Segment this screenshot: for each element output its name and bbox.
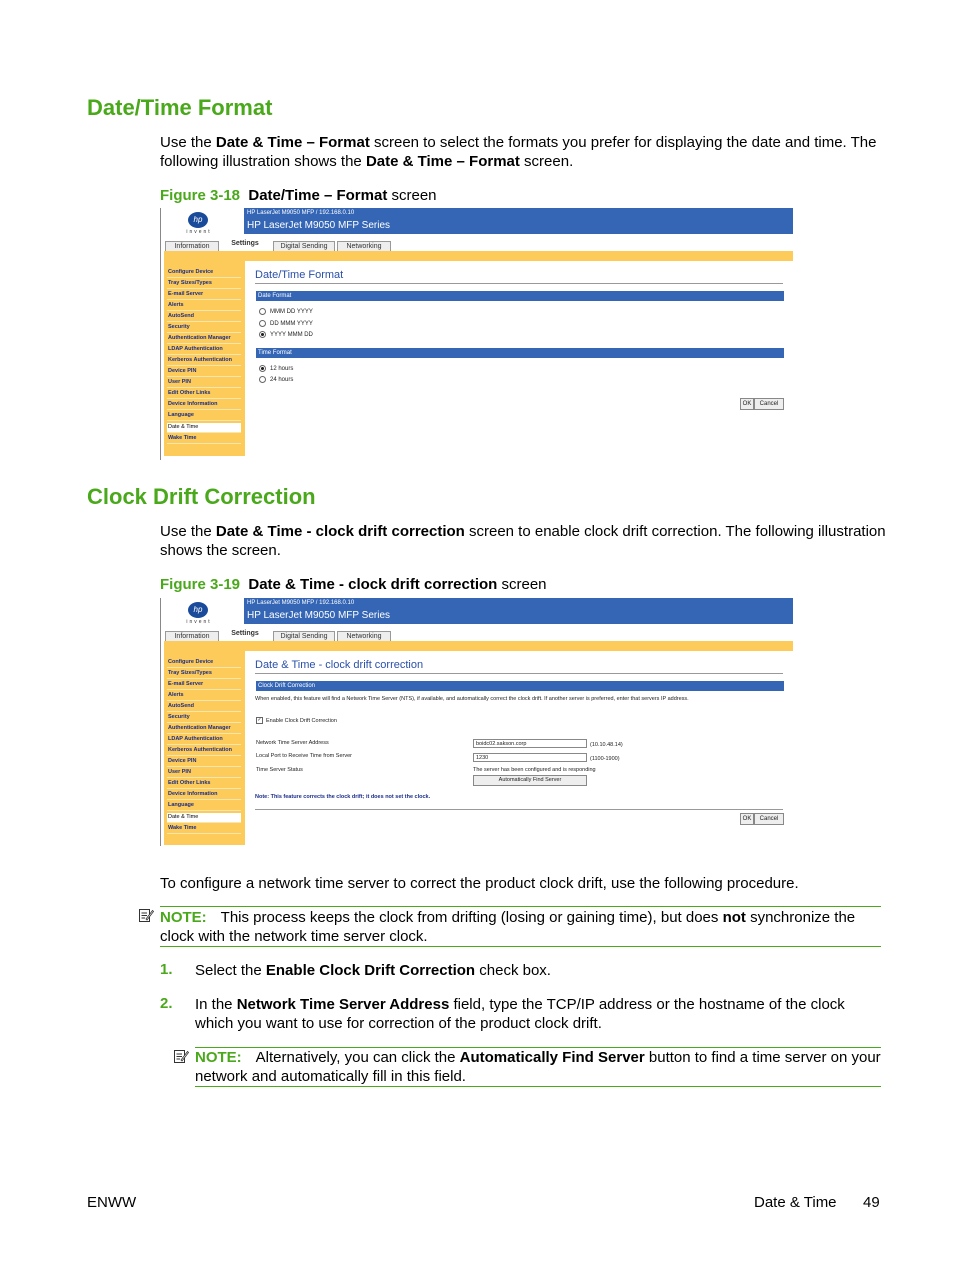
sidebar-item-ldap[interactable]: LDAP Authentication — [167, 345, 241, 355]
title-divider — [255, 673, 783, 674]
note-1: NOTE: This process keeps the clock from drifting (losing or gaining time), but does not synchronize the clock with the network time server clock. — [160, 909, 856, 945]
sidebar-item-device-information[interactable]: Device Information — [167, 790, 241, 800]
sidebar-item-alerts[interactable]: Alerts — [167, 691, 241, 701]
sidebar-item-device-pin[interactable]: Device PIN — [167, 757, 241, 767]
label-local-port: Local Port to Receive Time from Server — [256, 753, 352, 759]
time-server-status-value: The server has been configured and is responding — [473, 767, 596, 773]
yellow-bar — [164, 251, 793, 261]
footer-left: ENWW — [87, 1194, 137, 1211]
sidebar-item-device-pin[interactable]: Device PIN — [167, 367, 241, 377]
sidebar-item-user-pin[interactable]: User PIN — [167, 768, 241, 778]
sidebar-item-user-pin[interactable]: User PIN — [167, 378, 241, 388]
sidebar-item-kerberos[interactable]: Kerberos Authentication — [167, 746, 241, 756]
sidebar-item-device-information[interactable]: Device Information — [167, 400, 241, 410]
time-format-bar: Time Format — [256, 348, 784, 358]
tab-settings[interactable]: Settings — [221, 629, 269, 641]
device-header: HP LaserJet M9050 MFP / 192.168.0.10 HP LaserJet M9050 MFP Series — [244, 208, 793, 234]
sidebar-item-authentication-manager[interactable]: Authentication Manager — [167, 724, 241, 734]
page-title: Date & Time - clock drift correction — [255, 659, 424, 671]
sidebar-item-configure-device[interactable]: Configure Device — [167, 658, 241, 668]
note-icon — [173, 1048, 189, 1064]
hp-logo: hp invent — [178, 602, 220, 624]
radio-time-12[interactable]: 12 hours — [259, 365, 293, 372]
network-time-server-input[interactable]: boidc02.sakson.corp — [473, 739, 587, 748]
screenshot-clock-drift-correction — [160, 598, 794, 846]
section2-paragraph: Use the Date & Time - clock drift correction screen to enable clock drift correction. The following illustration shows the screen. — [160, 523, 886, 559]
note-rule-bottom — [195, 1086, 881, 1087]
tab-settings[interactable]: Settings — [221, 239, 269, 251]
cancel-button[interactable]: Cancel — [754, 813, 784, 825]
settings-sidebar — [164, 261, 245, 456]
sidebar-item-email-server[interactable]: E-mail Server — [167, 680, 241, 690]
tab-networking[interactable]: Networking — [337, 631, 391, 642]
sidebar-item-alerts[interactable]: Alerts — [167, 301, 241, 311]
enable-clock-drift-checkbox[interactable]: ✓ Enable Clock Drift Correction — [257, 717, 337, 724]
screenshot-date-time-format — [160, 208, 794, 458]
hp-logo: hp invent — [178, 212, 220, 234]
feature-description: When enabled, this feature will find a Network Time Server (NTS), if available, and automatically correct the clock drift. If another server is preferred, enter that servers IP address. — [255, 696, 689, 702]
sidebar-item-wake-time[interactable]: Wake Time — [167, 434, 241, 444]
sidebar-item-language[interactable]: Language — [167, 411, 241, 421]
figure-caption-3-19: Figure 3-19 Date & Time - clock drift correction screen — [160, 576, 547, 593]
settings-sidebar — [164, 651, 245, 845]
sidebar-item-tray-sizes[interactable]: Tray Sizes/Types — [167, 669, 241, 679]
port-range-hint: (1100-1900) — [590, 756, 620, 762]
radio-time-24[interactable]: 24 hours — [259, 376, 293, 383]
label-network-time-server: Network Time Server Address — [256, 740, 329, 746]
ok-button[interactable]: OK — [740, 398, 754, 410]
footer-section: Date & Time — [754, 1194, 837, 1211]
bottom-divider — [255, 809, 783, 810]
sidebar-item-security[interactable]: Security — [167, 713, 241, 723]
step-number: 2. — [160, 995, 173, 1012]
step-1: Select the Enable Clock Drift Correction check box. — [195, 962, 551, 979]
sidebar-item-date-time[interactable]: Date & Time — [167, 813, 241, 823]
ok-button[interactable]: OK — [740, 813, 754, 825]
radio-date-mmm-dd-yyyy[interactable]: MMM DD YYYY — [259, 308, 313, 315]
sidebar-item-security[interactable]: Security — [167, 323, 241, 333]
note-rule-bottom — [160, 946, 881, 947]
section-title-date-time-format: Date/Time Format — [87, 95, 273, 120]
yellow-bar — [164, 641, 793, 651]
radio-date-yyyy-mmm-dd[interactable]: YYYY MMM DD — [259, 331, 313, 338]
note-2: NOTE: Alternatively, you can click the Automatically Find Server button to find a time server on your network and automatically fill in this field. — [195, 1049, 881, 1085]
title-divider — [255, 283, 783, 284]
tab-information[interactable]: Information — [165, 241, 219, 252]
server-ip-hint: (10.10.48.14) — [590, 742, 623, 748]
sidebar-item-language[interactable]: Language — [167, 801, 241, 811]
sidebar-item-ldap[interactable]: LDAP Authentication — [167, 735, 241, 745]
tab-digital-sending[interactable]: Digital Sending — [273, 631, 335, 642]
section-title-clock-drift: Clock Drift Correction — [87, 484, 316, 509]
sidebar-item-autosend[interactable]: AutoSend — [167, 312, 241, 322]
tab-networking[interactable]: Networking — [337, 241, 391, 252]
sidebar-item-tray-sizes[interactable]: Tray Sizes/Types — [167, 279, 241, 289]
procedure-intro: To configure a network time server to correct the product clock drift, use the following procedure. — [160, 875, 799, 892]
auto-find-server-button[interactable]: Automatically Find Server — [473, 775, 587, 786]
sidebar-item-kerberos[interactable]: Kerberos Authentication — [167, 356, 241, 366]
section1-paragraph: Use the Date & Time – Format screen to select the formats you prefer for displaying the date and time. The following illustration shows the Date & Time – Format screen. — [160, 134, 877, 170]
clock-drift-bar: Clock Drift Correction — [256, 681, 784, 691]
sidebar-item-edit-other-links[interactable]: Edit Other Links — [167, 779, 241, 789]
radio-date-dd-mmm-yyyy[interactable]: DD MMM YYYY — [259, 320, 313, 327]
step-2: In the Network Time Server Address field, type the TCP/IP address or the hostname of the clock which you want to use for correction of the product clock drift. — [195, 996, 845, 1032]
feature-note: Note: This feature corrects the clock drift; it does not set the clock. — [255, 794, 431, 800]
note-icon — [138, 907, 154, 923]
local-port-input[interactable]: 1230 — [473, 753, 587, 762]
cancel-button[interactable]: Cancel — [754, 398, 784, 410]
tab-digital-sending[interactable]: Digital Sending — [273, 241, 335, 252]
sidebar-item-authentication-manager[interactable]: Authentication Manager — [167, 334, 241, 344]
label-time-server-status: Time Server Status — [256, 767, 303, 773]
sidebar-item-date-time[interactable]: Date & Time — [167, 423, 241, 433]
sidebar-item-edit-other-links[interactable]: Edit Other Links — [167, 389, 241, 399]
page-number: 49 — [863, 1194, 880, 1211]
date-format-bar: Date Format — [256, 291, 784, 301]
sidebar-item-autosend[interactable]: AutoSend — [167, 702, 241, 712]
sidebar-item-configure-device[interactable]: Configure Device — [167, 268, 241, 278]
step-number: 1. — [160, 961, 173, 978]
device-header: HP LaserJet M9050 MFP / 192.168.0.10 HP LaserJet M9050 MFP Series — [244, 598, 793, 624]
page-title: Date/Time Format — [255, 269, 344, 281]
note-rule-top — [160, 906, 881, 907]
tab-information[interactable]: Information — [165, 631, 219, 642]
figure-caption-3-18: Figure 3-18 Date/Time – Format screen — [160, 187, 437, 204]
sidebar-item-email-server[interactable]: E-mail Server — [167, 290, 241, 300]
sidebar-item-wake-time[interactable]: Wake Time — [167, 824, 241, 834]
